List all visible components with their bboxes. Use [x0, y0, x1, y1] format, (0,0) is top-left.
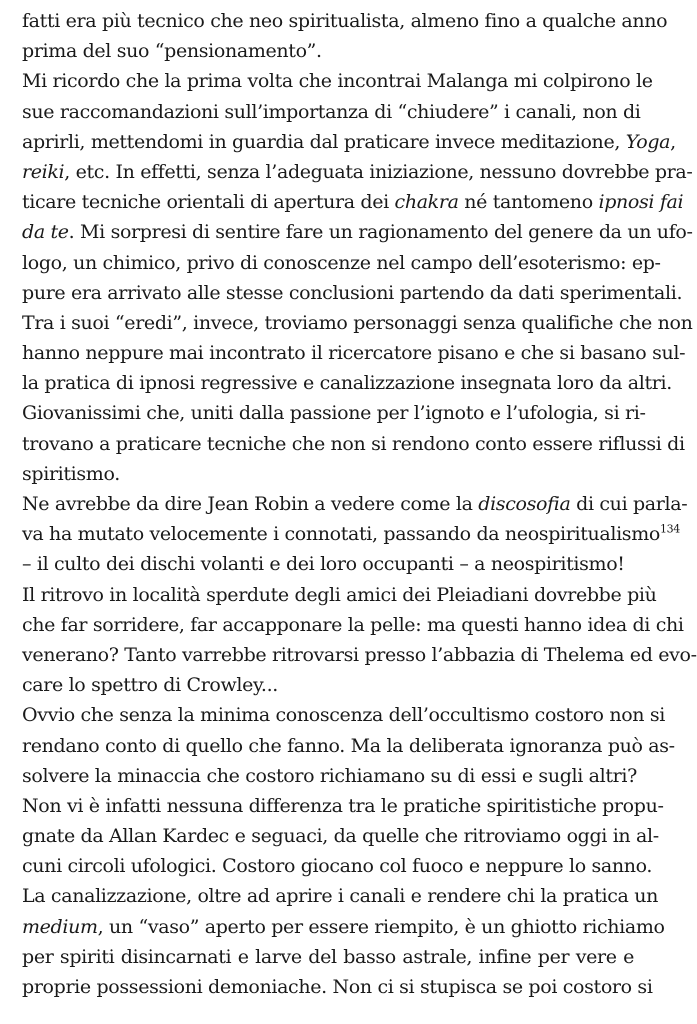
text-run: solvere la minaccia che costoro richiamano su di essi e sugli altri? — [22, 764, 637, 787]
text-run: pure era arrivato alle stesse conclusioni partendo da dati sperimentali. — [22, 281, 683, 304]
text-line — [22, 731, 675, 761]
text-run: Mi ricordo che la prima volta che incontrai Malanga mi colpirono le — [22, 70, 653, 93]
text-line — [22, 187, 684, 217]
footnote-reference: 134 — [659, 522, 680, 536]
text-run: . Mi sorpresi di sentire fare un ragionamento del genere da un ufo- — [68, 221, 693, 244]
text-line — [22, 942, 634, 972]
italic-term: reiki — [22, 160, 65, 183]
text-line — [22, 278, 683, 308]
text-line — [22, 489, 688, 519]
text-line — [22, 791, 664, 821]
text-run: cuni circoli ufologici. Costoro giocano col fuoco e neppure lo sanno. — [22, 855, 653, 878]
text-run: proprie possessioni demoniache. Non ci si stupisca se poi costoro si — [22, 976, 653, 998]
text-line — [22, 700, 665, 730]
text-run: prima del suo “pensionamento”. — [22, 40, 322, 63]
italic-term: Yoga — [625, 130, 671, 153]
text-run: spiritismo. — [22, 462, 120, 485]
text-run: , — [670, 130, 676, 153]
text-run: rendano conto di quello che fanno. Ma la deliberata ignoranza può as- — [22, 734, 675, 757]
italic-term: medium — [22, 915, 98, 938]
text-run: hanno neppure mai incontrato il ricercatore pisano e che si basano sul- — [22, 342, 686, 365]
text-run: sue raccomandazioni sull’importanza di “chiudere” i canali, non di — [22, 100, 641, 123]
text-line — [22, 761, 637, 791]
text-line — [22, 912, 665, 942]
text-line — [22, 580, 657, 610]
text-run: né tantomeno — [458, 191, 599, 214]
italic-term: ipnosi fai — [598, 191, 684, 214]
text-line — [22, 308, 693, 338]
text-line — [22, 459, 634, 489]
text-line — [22, 972, 653, 1002]
text-run: venerano? Tanto varrebbe ritrovarsi presso l’abbazia di Thelema ed evo- — [22, 643, 697, 666]
text-run: Il ritrovo in località sperdute degli amici dei Pleiadiani dovrebbe più — [22, 583, 657, 606]
text-line — [22, 519, 680, 549]
book-page-text — [22, 6, 697, 1002]
text-line — [22, 127, 676, 157]
text-line — [22, 549, 634, 579]
text-run: ticare tecniche orientali di apertura dei — [22, 191, 395, 214]
text-run: che far sorridere, far accapponare la pelle: ma questi hanno idea di chi — [22, 613, 684, 636]
text-run: di cui parla- — [570, 493, 688, 515]
text-run: aprirli, mettendomi in guardia dal praticare invece meditazione, — [22, 130, 626, 153]
text-line — [22, 157, 693, 187]
text-run: fatti era più tecnico che neo spiritualista, almeno fino a qualche anno — [22, 10, 668, 32]
text-line — [22, 821, 659, 851]
text-line — [22, 338, 686, 368]
text-run: La canalizzazione, oltre ad aprire i canali e rendere chi la pratica un — [22, 885, 658, 908]
text-run: – il culto dei dischi volanti e dei loro occupanti – a neospiritismo! — [22, 553, 625, 576]
text-line — [22, 670, 634, 700]
text-run: gnate da Allan Kardec e seguaci, da quelle che ritroviamo oggi in al- — [22, 825, 659, 848]
text-line — [22, 36, 634, 66]
italic-term: discosofia — [478, 493, 571, 515]
text-line — [22, 851, 653, 881]
text-run: Ovvio che senza la minima conoscenza dell’occultismo costoro non si — [22, 704, 665, 727]
text-line — [22, 248, 661, 278]
text-line — [22, 66, 653, 96]
text-line — [22, 97, 641, 127]
text-run: care lo spettro di Crowley... — [22, 674, 278, 697]
text-run: Non vi è infatti nessuna differenza tra le pratiche spiritistiche propu- — [22, 794, 664, 817]
text-line — [22, 881, 658, 911]
text-run: Ne avrebbe da dire Jean Robin a vedere come la — [22, 493, 479, 515]
text-run: la pratica di ipnosi regressive e canalizzazione insegnata loro da altri. — [22, 372, 672, 395]
text-line — [22, 368, 672, 398]
text-line — [22, 429, 685, 459]
italic-term: da te — [22, 221, 69, 244]
text-run: va ha mutato velocemente i connotati, passando da neospiritualismo — [22, 523, 660, 546]
text-line — [22, 6, 668, 36]
text-run: per spiriti disincarnati e larve del basso astrale, infine per vere e — [22, 945, 634, 968]
text-line — [22, 610, 684, 640]
text-run: logo, un chimico, privo di conoscenze nel campo dell’esoterismo: ep- — [22, 251, 661, 274]
text-run: Giovanissimi che, uniti dalla passione per l’ignoto e l’ufologia, si ri- — [22, 402, 646, 425]
text-line — [22, 640, 697, 670]
text-line — [22, 398, 646, 428]
italic-term: chakra — [394, 191, 459, 214]
text-run: , etc. In effetti, senza l’adeguata iniziazione, nessuno dovrebbe pra- — [64, 160, 693, 183]
text-run: , un “vaso” aperto per essere riempito, è un ghiotto richiamo — [97, 915, 665, 938]
text-line — [22, 217, 693, 247]
text-run: Tra i suoi “eredi”, invece, troviamo personaggi senza qualifiche che non — [22, 311, 693, 334]
text-run: trovano a praticare tecniche che non si rendono conto essere riflussi di — [22, 432, 685, 455]
